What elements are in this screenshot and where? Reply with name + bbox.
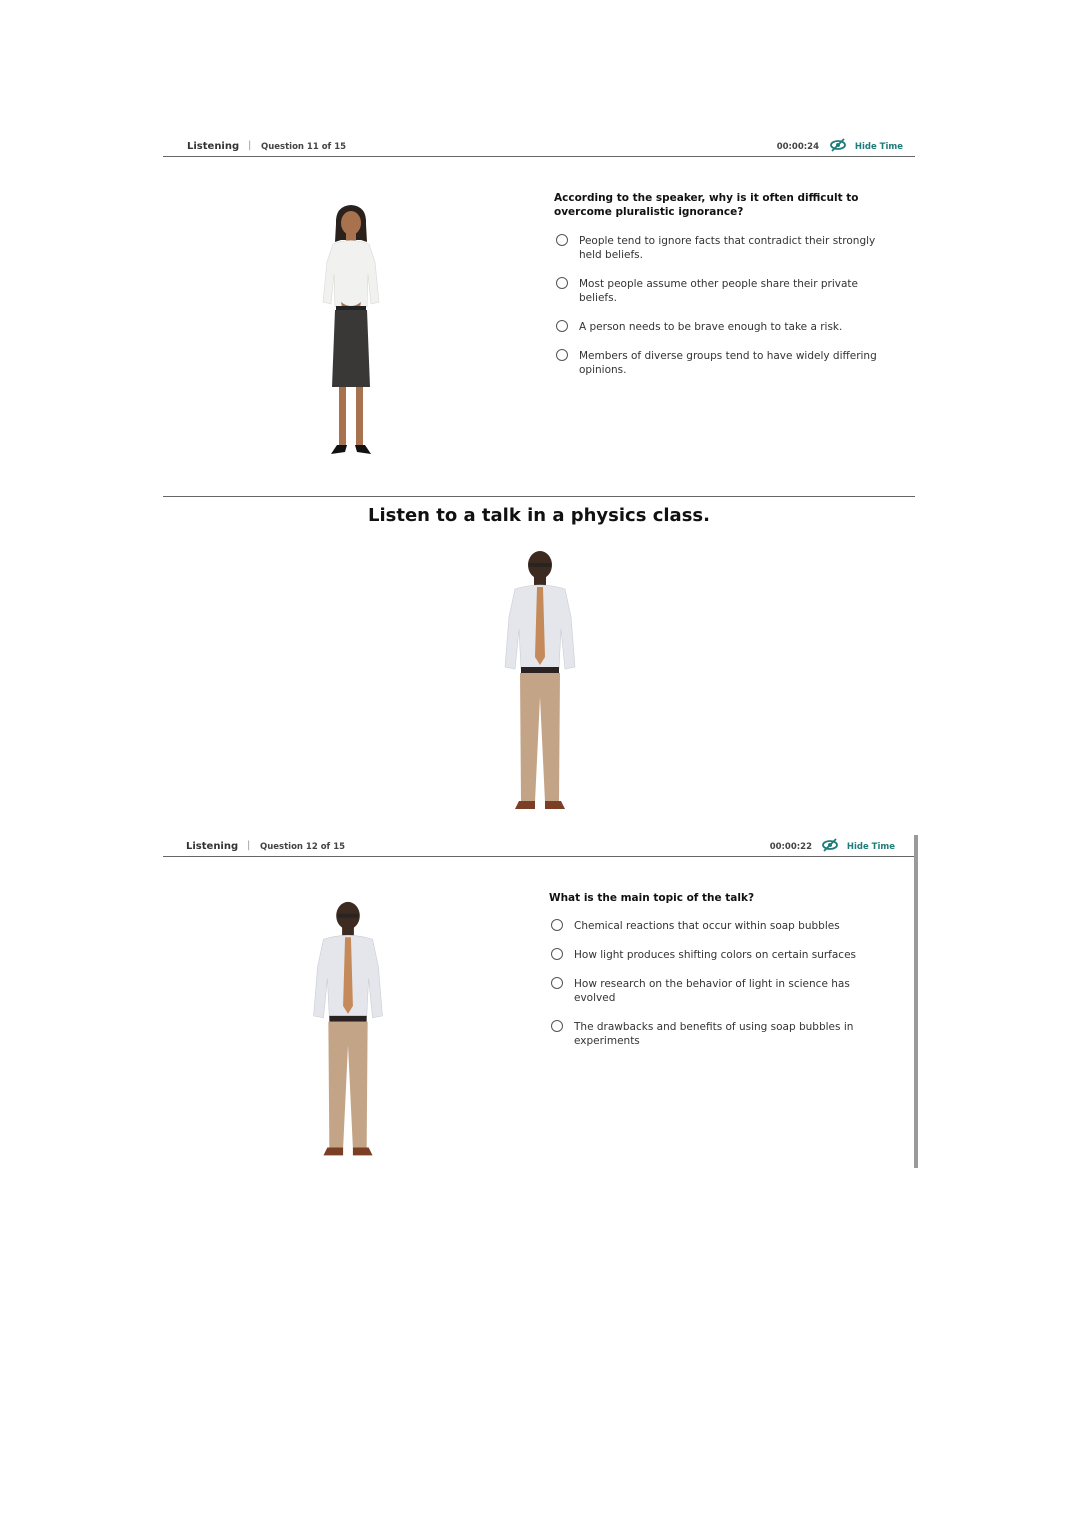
answer-option[interactable] <box>551 977 864 1005</box>
question-11-screen <box>163 136 915 473</box>
answer-option[interactable] <box>556 234 879 262</box>
speaker-man-image <box>293 898 403 1173</box>
section-label: Listening <box>187 141 240 152</box>
hide-time-button[interactable]: Hide Time <box>846 842 895 852</box>
test-header <box>163 836 915 857</box>
speaker-woman-image <box>301 202 401 472</box>
timer: 00:00:24 <box>776 142 819 152</box>
option-text: Most people assume other people share their private beliefs. <box>579 278 859 304</box>
question-counter: Question 11 of 15 <box>261 142 347 152</box>
scrollbar[interactable] <box>914 835 918 1168</box>
eye-slash-icon[interactable] <box>829 138 847 152</box>
section-label: Listening <box>186 841 239 852</box>
radio-button[interactable] <box>551 919 563 931</box>
timer: 00:00:22 <box>769 842 812 852</box>
talk-intro-screen <box>163 496 915 823</box>
answer-option[interactable] <box>551 1020 864 1048</box>
radio-button[interactable] <box>551 977 563 989</box>
speaker-man-image <box>485 547 595 827</box>
option-text: People tend to ignore facts that contradict their strongly held beliefs. <box>579 235 876 261</box>
option-text: How research on the behavior of light in science has evolved <box>574 978 850 1004</box>
radio-button[interactable] <box>556 349 568 361</box>
answer-option[interactable] <box>551 919 874 933</box>
answer-option[interactable] <box>556 349 879 377</box>
hide-time-button[interactable]: Hide Time <box>854 142 903 152</box>
radio-button[interactable] <box>551 1020 563 1032</box>
option-text: A person needs to be brave enough to take a risk. <box>579 321 843 333</box>
radio-button[interactable] <box>556 234 568 246</box>
eye-slash-icon[interactable] <box>821 838 839 852</box>
question-text: According to the speaker, why is it often difficult to overcome pluralistic ignorance? <box>554 192 859 218</box>
option-text: How light produces shifting colors on certain surfaces <box>574 949 857 961</box>
test-header <box>163 136 915 157</box>
option-text: The drawbacks and benefits of using soap bubbles in experiments <box>574 1021 854 1047</box>
question-text: What is the main topic of the talk? <box>549 892 755 904</box>
option-text: Chemical reactions that occur within soap bubbles <box>574 920 840 932</box>
option-text: Members of diverse groups tend to have widely differing opinions. <box>579 350 877 376</box>
header-separator: | <box>247 840 251 851</box>
answer-option[interactable] <box>556 320 879 334</box>
question-12-screen <box>163 836 915 1173</box>
radio-button[interactable] <box>556 320 568 332</box>
radio-button[interactable] <box>556 277 568 289</box>
question-counter: Question 12 of 15 <box>260 842 346 852</box>
radio-button[interactable] <box>551 948 563 960</box>
intro-title: Listen to a talk in a physics class. <box>368 505 710 526</box>
answer-option[interactable] <box>556 277 879 305</box>
header-separator: | <box>248 140 252 151</box>
answer-option[interactable] <box>551 948 874 962</box>
